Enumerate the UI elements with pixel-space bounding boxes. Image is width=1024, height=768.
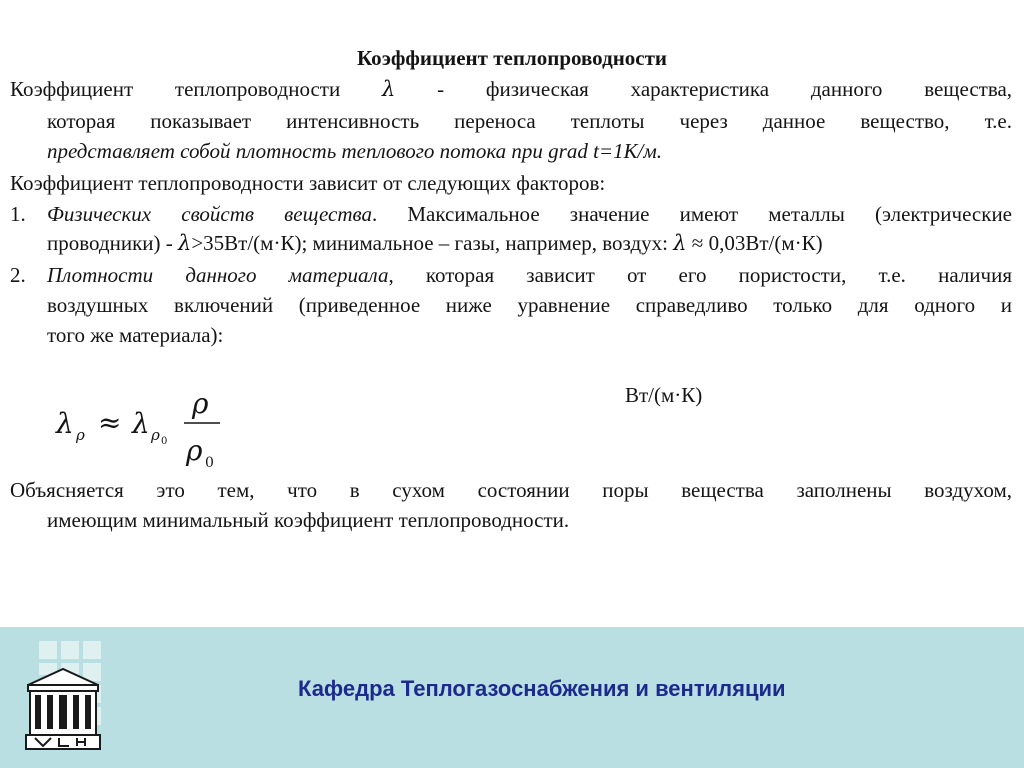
- list-item-1-line-1: [47, 201, 1012, 227]
- list-item-2-line-2: воздушных включений (приведенное ниже уравнение справедливо только для одного и: [47, 293, 1012, 317]
- formula-numerator: ρ: [192, 387, 209, 420]
- department-name: Кафедра Теплогазоснабжения и вентиляции: [298, 676, 786, 701]
- formula-subsubscript: 0: [161, 436, 168, 447]
- paragraph-2: Коэффициент теплопроводности зависит от следующих факторов:: [10, 171, 606, 195]
- p1-text-a: Коэффициент теплопроводности: [10, 77, 341, 101]
- units-label: Вт/(м·К): [625, 383, 703, 407]
- paragraph-3-line-2: имеющим минимальный коэффициент теплопроводности.: [47, 508, 570, 532]
- density-formula: [52, 385, 242, 475]
- paragraph-3-line-1: Объясняется это тем, что в сухом состоянии поры вещества заполнены воздухом,: [10, 478, 1012, 502]
- list-item-2-number: 2.: [10, 263, 26, 287]
- formula-lambda: λ: [132, 407, 150, 440]
- formula-subscript: ρ: [151, 426, 160, 444]
- paragraph-1-line-1: [10, 76, 1012, 102]
- list-item-2-line-1: [47, 262, 1012, 288]
- university-building-logo-icon: [25, 639, 103, 751]
- p1-text-b: - физическая характеристика данного вещества,: [437, 77, 1013, 101]
- list-item-1-text-c: ≈ 0,03Вт/(м·К): [691, 231, 823, 255]
- formula-den-subscript: 0: [205, 455, 214, 471]
- list-item-1-number: 1.: [10, 202, 26, 226]
- formula-lambda: λ: [56, 407, 74, 440]
- list-item-1-text-a: проводники) -: [47, 231, 173, 255]
- paragraph-1-line-3: представляет собой плотность теплового потока при grad t=1К/м.: [47, 139, 663, 163]
- formula-denominator: ρ: [186, 434, 203, 467]
- list-item-1-italic: Физических свойств вещества: [47, 202, 372, 226]
- lambda-symbol: λ: [673, 231, 687, 255]
- paragraph-1-line-2: которая показывает интенсивность переноса теплоты через данное вещество, т.е.: [47, 109, 1012, 133]
- formula-approx: ≈: [98, 406, 122, 439]
- lambda-symbol: λ: [382, 77, 396, 101]
- formula-subscript: ρ: [76, 426, 85, 444]
- footer-bar: [0, 627, 1024, 768]
- list-item-1-text-b: >35Вт/(м·К); минимальное – газы, например, воздух:: [191, 231, 668, 255]
- list-item-2-italic: Плотности данного материала: [47, 263, 389, 287]
- slide-title: Коэффициент теплопроводности: [356, 46, 668, 70]
- list-item-2-line-3: того же материала):: [47, 323, 224, 347]
- list-item-1-rest: . Максимальное значение имеют металлы (электрические: [371, 202, 1012, 226]
- lambda-symbol: λ: [178, 231, 192, 255]
- list-item-1-line-2: [47, 230, 823, 256]
- list-item-2-rest: , которая зависит от его пористости, т.е. наличия: [388, 263, 1012, 287]
